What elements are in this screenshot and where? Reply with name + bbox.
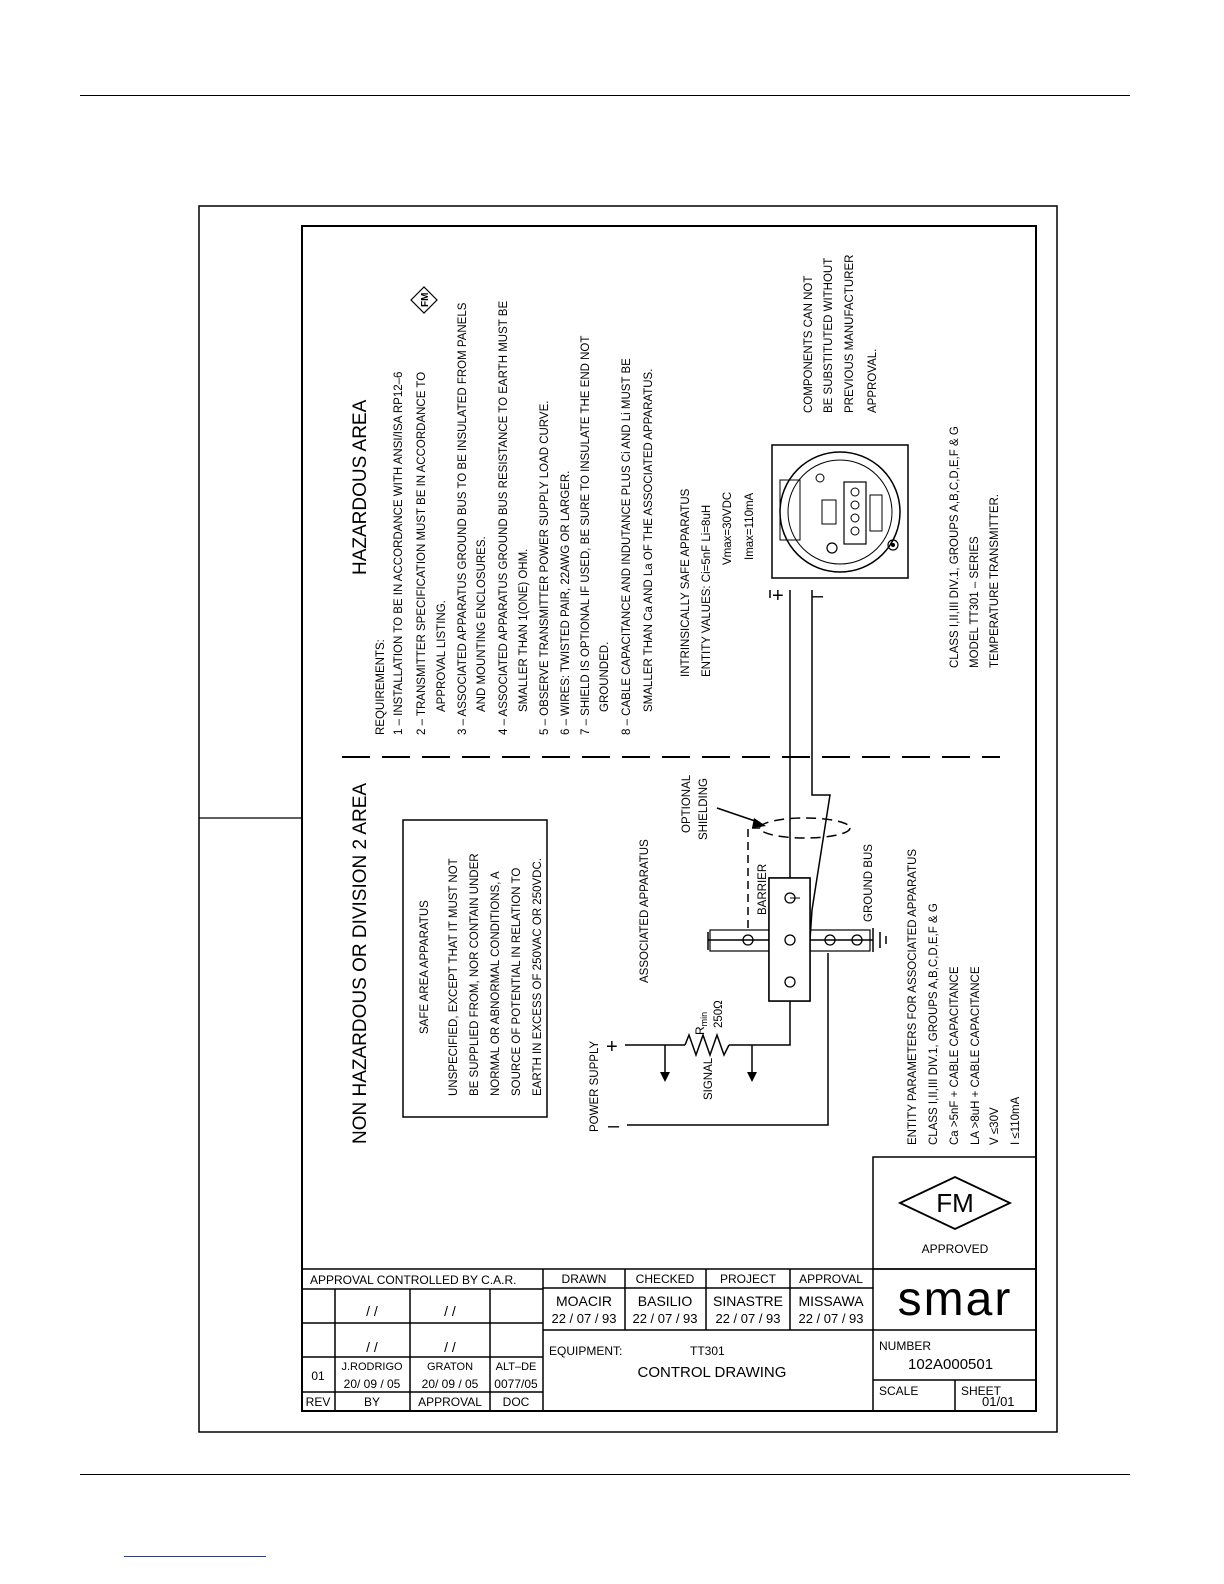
- role-header: APPROVAL: [799, 1272, 863, 1286]
- approval-controlled: APPROVAL CONTROLLED BY C.A.R.: [310, 1273, 517, 1287]
- empty-date: / /: [366, 1303, 378, 1319]
- role-name: BASILIO: [637, 1293, 693, 1309]
- associated-apparatus-label: ASSOCIATED APPARATUS: [639, 839, 651, 983]
- fm-logo-text: FM: [936, 1188, 974, 1218]
- signal-label: SIGNAL: [703, 1057, 715, 1100]
- requirement-line: 5 – OBSERVE TRANSMITTER POWER SUPPLY LOAD CURVE.: [539, 400, 551, 735]
- requirement-line: GROUNDED.: [599, 641, 611, 712]
- requirement-line: 7 – SHIELD IS OPTIONAL IF USED, BE SURE TO INSULATE THE END NOT: [580, 335, 592, 735]
- requirement-line: 1 – INSTALLATION TO BE IN ACCORDANCE WITH ANSI/ISA RP12–6: [393, 371, 405, 735]
- optional-shielding-label: SHIELDING: [698, 778, 710, 840]
- wiring: [625, 590, 886, 1125]
- sheet-value: 01/01: [982, 1394, 1015, 1409]
- non-hazardous-title: NON HAZARDOUS OR DIVISION 2 AREA: [350, 782, 371, 1144]
- approved-label: APPROVED: [921, 1242, 989, 1256]
- hazardous-area-section: [350, 255, 1001, 735]
- equipment-value: TT301: [690, 1344, 725, 1358]
- header-approval: APPROVAL: [418, 1395, 482, 1409]
- requirement-line: 4 – ASSOCIATED APPARATUS GROUND BUS RESISTANCE TO EARTH MUST BE: [498, 300, 510, 735]
- empty-date: / /: [366, 1339, 378, 1355]
- power-supply-plus: +: [606, 1036, 618, 1058]
- components-note-line: PREVIOUS MANUFACTURER: [844, 254, 856, 413]
- barrier-label: BARRIER: [757, 863, 769, 915]
- components-note-line: BE SUBSTITUTED WITHOUT: [823, 257, 835, 413]
- number-label: NUMBER: [879, 1339, 932, 1353]
- components-note-line: APPROVAL.: [867, 348, 879, 413]
- fm-small-diamond: [411, 287, 437, 313]
- safe-area-line: EARTH IN EXCESS OF 250VAC OR 250VDC.: [532, 858, 544, 1096]
- requirements-heading: REQUIREMENTS:: [375, 639, 387, 735]
- role-name: MISSAWA: [798, 1293, 864, 1309]
- transmitter-minus: –: [812, 585, 824, 607]
- entity-parameters-line: ENTITY PARAMETERS FOR ASSOCIATED APPARATUS: [907, 848, 919, 1145]
- ground-bus-label: GROUND BUS: [863, 844, 875, 922]
- entity-vmax: Vmax=30VDC: [722, 491, 734, 565]
- role-date: 22 / 07 / 93: [632, 1311, 698, 1326]
- requirement-line: AND MOUNTING ENCLOSURES.: [476, 536, 488, 712]
- header-rev: REV: [305, 1395, 331, 1409]
- number-value: 102A000501: [908, 1356, 994, 1373]
- header-doc: DOC: [502, 1395, 530, 1409]
- role-name: MOACIR: [556, 1293, 612, 1309]
- requirement-line: APPROVAL LISTING.: [436, 600, 448, 712]
- entity-parameters-line: I ≤110mA: [1010, 1096, 1022, 1145]
- role-name: SINASTRE: [712, 1293, 784, 1309]
- transmitter-model: MODEL TT301 – SERIES: [969, 536, 981, 668]
- transmitter-class: CLASS I,II,III DIV.1, GROUPS A,B,C,D,E,F & G: [949, 426, 961, 668]
- role-header: CHECKED: [635, 1272, 695, 1286]
- safe-area-heading: SAFE AREA APPARATUS: [419, 900, 431, 1034]
- entity-parameters-line: Ca >5nF + CABLE CAPACITANCE: [949, 966, 961, 1145]
- inner-frame: [302, 226, 1036, 1411]
- requirement-line: 8 – CABLE CAPACITANCE AND INDUTANCE PLUS Ci AND Li MUST BE: [621, 358, 633, 735]
- sheet-label: SHEET: [961, 1384, 1002, 1398]
- rev-by-date: 20/ 09 / 05: [343, 1377, 401, 1391]
- entity-parameters-line: CLASS I,II,III DIV.1, GROUPS A,B,C,D,E,F & G: [928, 903, 940, 1145]
- entity-parameters-line: V ≤30V: [989, 1107, 1001, 1145]
- requirement-line: SMALLER THAN 1(ONE) OHM.: [518, 548, 530, 712]
- requirement-line: 6 – WIRES: TWISTED PAIR, 22AWG OR LARGER.: [560, 470, 572, 735]
- brand-logo: smar: [897, 1273, 1013, 1326]
- hazardous-area-title: HAZARDOUS AREA: [350, 399, 371, 575]
- header-by: BY: [363, 1395, 381, 1409]
- resistor-subscript: min: [699, 1011, 709, 1027]
- power-supply-minus: –: [608, 1115, 620, 1137]
- entity-imax: Imax=110mA: [744, 492, 756, 560]
- empty-date: / /: [444, 1303, 456, 1319]
- transmitter-housing: [772, 445, 908, 578]
- role-header: PROJECT: [719, 1272, 777, 1286]
- optional-shielding-label: OPTIONAL: [681, 774, 693, 833]
- role-date: 22 / 07 / 93: [715, 1311, 781, 1326]
- rev-number: 01: [311, 1369, 325, 1383]
- rev-by: J.RODRIGO: [341, 1361, 403, 1373]
- resistor-value: 250Ω: [713, 1000, 725, 1028]
- drawing-title: CONTROL DRAWING: [637, 1364, 787, 1381]
- entity-values: ENTITY VALUES: Ci=5nF Li=8uH: [701, 504, 713, 677]
- resistor-letter: R: [693, 1026, 707, 1035]
- transmitter-plus: +: [772, 585, 784, 607]
- shielding-arrowhead: [752, 818, 766, 828]
- rev-doc: ALT–DE: [495, 1361, 537, 1373]
- requirement-line: SMALLER THAN Ca AND La OF THE ASSOCIATED APPARATUS.: [643, 368, 655, 712]
- rev-approval-date: 20/ 09 / 05: [421, 1377, 479, 1391]
- power-supply-label: POWER SUPPLY: [589, 1040, 601, 1132]
- role-date: 22 / 07 / 93: [798, 1311, 864, 1326]
- scale-label: SCALE: [879, 1384, 919, 1398]
- fm-small-text: FM: [420, 292, 431, 307]
- safe-area-line: BE SUPPLIED FROM, NOR CONTAIN UNDER: [469, 853, 481, 1096]
- equipment-label: EQUIPMENT:: [549, 1344, 623, 1358]
- entity-parameters-line: LA >8uH + CABLE CAPACITANCE: [970, 966, 982, 1145]
- transmitter-type: TEMPERATURE TRANSMITTER.: [989, 494, 1001, 668]
- requirement-line: 3 – ASSOCIATED APPARATUS GROUND BUS TO BE INSULATED FROM PANELS: [457, 302, 469, 735]
- role-date: 22 / 07 / 93: [551, 1311, 617, 1326]
- safe-area-line: SOURCE OF POTENTIAL IN RELATION TO: [511, 867, 523, 1096]
- safe-area-line: UNSPECIFIED, EXCEPT THAT IT MUST NOT: [448, 858, 460, 1096]
- svg-text:Rmin: [693, 1012, 709, 1035]
- rev-doc-value: 0077/05: [494, 1377, 538, 1391]
- empty-date: / /: [444, 1339, 456, 1355]
- entity-heading: INTRINSICALLY SAFE APPARATUS: [680, 488, 692, 677]
- role-header: DRAWN: [561, 1272, 607, 1286]
- components-note-line: COMPONENTS CAN NOT: [803, 275, 815, 413]
- resistor-label: [693, 1000, 725, 1035]
- rev-approval: GRATON: [426, 1361, 474, 1373]
- safe-area-line: NORMAL OR ABNORMAL CONDITIONS, A: [490, 871, 502, 1096]
- requirement-line: 2 – TRANSMITTER SPECIFICATION MUST BE IN ACCORDANCE TO: [416, 371, 428, 735]
